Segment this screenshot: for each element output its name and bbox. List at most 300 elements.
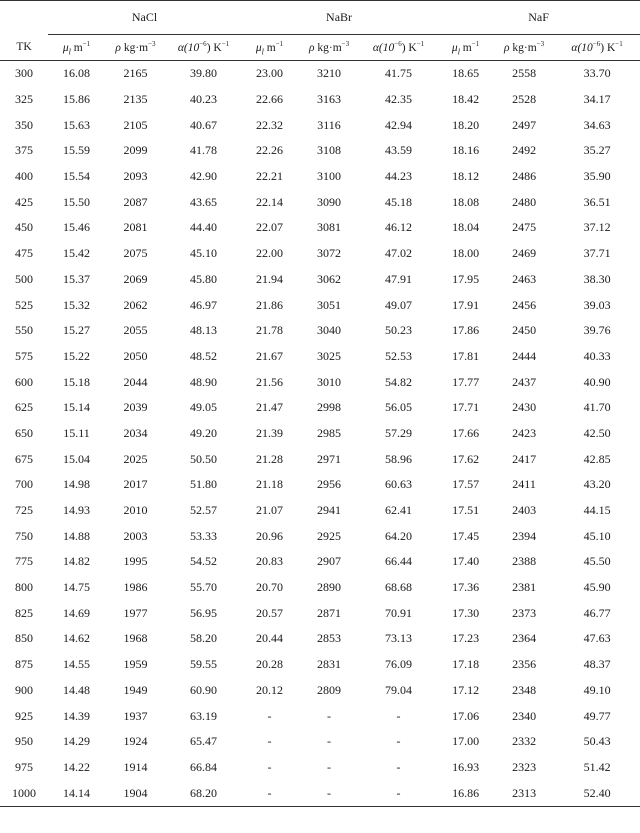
cell-temperature: 925: [15, 708, 33, 723]
cell-nabr-alpha: 50.23: [385, 323, 413, 338]
cell-naf-rho: 2323: [512, 759, 537, 774]
cell-nacl-mu: 15.63: [63, 117, 90, 132]
cell-nacl-alpha: 43.65: [190, 194, 218, 209]
cell-nabr-rho: 3040: [317, 323, 342, 338]
cell-nacl-alpha: 48.52: [190, 348, 218, 363]
cell-naf-mu: 17.36: [452, 580, 480, 595]
cell-naf-alpha: 35.90: [583, 169, 611, 184]
cell-nabr-mu: 20.70: [256, 580, 284, 595]
table-row: [0, 780, 640, 806]
cell-nacl-alpha: 49.05: [190, 400, 218, 415]
cell-nabr-alpha: 70.91: [385, 605, 413, 620]
cell-temperature: 475: [15, 246, 33, 261]
cell-nacl-alpha: 68.20: [166, 780, 241, 806]
cell-nabr-alpha: 76.09: [385, 657, 413, 672]
cell-nabr-mu: 22.32: [256, 117, 284, 132]
cell-nacl-alpha: 59.55: [190, 657, 218, 672]
cell-nacl-alpha: 65.47: [190, 734, 218, 749]
cell-temperature: 950: [15, 734, 33, 749]
cell-nabr-rho: 3116: [317, 117, 341, 132]
mu-subscript: l: [68, 46, 71, 56]
cell-nacl-mu: 14.14: [48, 780, 105, 806]
cell-nacl-alpha: 56.95: [190, 605, 218, 620]
cell-nabr-alpha: 43.59: [385, 143, 413, 158]
cell-nabr-alpha: -: [396, 734, 401, 749]
cell-naf-alpha: 49.77: [583, 708, 611, 723]
cell-nabr-alpha: 49.07: [385, 297, 413, 312]
cell-nacl-rho: 2055: [123, 323, 148, 338]
cell-naf-mu: 18.00: [452, 246, 480, 261]
cell-naf-mu: 18.16: [452, 143, 480, 158]
cell-nabr-alpha: -: [396, 708, 401, 723]
cell-temperature: 775: [15, 554, 33, 569]
cell-naf-mu: 16.86: [437, 780, 494, 806]
cell-nabr-alpha: 58.96: [385, 451, 413, 466]
cell-naf-alpha: 38.30: [583, 271, 611, 286]
alpha-unit: ) K: [206, 41, 222, 54]
cell-naf-rho: 2480: [512, 194, 537, 209]
cell-nabr-mu: 21.18: [256, 477, 284, 492]
cell-nabr-mu: -: [267, 708, 272, 723]
cell-nabr-alpha: 41.75: [385, 66, 413, 81]
alpha-exponent: −6: [394, 39, 402, 48]
cell-nacl-rho: 2034: [123, 425, 148, 440]
cell-naf-mu: 17.12: [452, 682, 480, 697]
column-header-row: [0, 35, 640, 61]
cell-nabr-rho: 3100: [317, 169, 342, 184]
cell-naf-mu: 17.86: [452, 323, 480, 338]
cell-naf-alpha: 41.70: [583, 400, 611, 415]
cell-nabr-mu: 21.78: [256, 323, 284, 338]
cell-temperature: 525: [15, 297, 33, 312]
cell-nabr-alpha: 47.02: [385, 246, 413, 261]
cell-nabr-mu: 21.47: [256, 400, 284, 415]
cell-nabr-mu: -: [267, 734, 272, 749]
alpha-unit: ) K: [600, 41, 616, 54]
cell-nacl-mu: 14.88: [63, 528, 90, 543]
table-body: [0, 61, 640, 807]
cell-nabr-alpha: 60.63: [385, 477, 413, 492]
table-row: [0, 446, 640, 472]
mu-unit: m: [70, 41, 83, 54]
cell-nacl-rho: 2050: [123, 348, 148, 363]
cell-nabr-mu: -: [241, 780, 298, 806]
cell-nacl-alpha: 42.90: [190, 169, 218, 184]
cell-temperature: 600: [15, 374, 33, 389]
cell-nabr-alpha: 46.12: [385, 220, 413, 235]
table-row: [0, 267, 640, 293]
cell-nabr-mu: 21.67: [256, 348, 284, 363]
mu-subscript: l: [261, 46, 264, 56]
cell-nacl-mu: 15.11: [63, 425, 90, 440]
cell-nacl-mu: 14.29: [63, 734, 90, 749]
cell-nabr-alpha: 42.94: [385, 117, 413, 132]
cell-nacl-alpha: 45.80: [190, 271, 218, 286]
cell-naf-alpha: 44.15: [583, 503, 611, 518]
cell-naf-alpha: 40.33: [583, 348, 611, 363]
cell-nacl-rho: 2165: [123, 66, 148, 81]
column-header-mu-nabr: [241, 35, 298, 61]
alpha-unit: ) K: [401, 41, 417, 54]
cell-naf-mu: 18.08: [452, 194, 480, 209]
table-row: [0, 87, 640, 113]
cell-naf-rho: 2444: [512, 348, 537, 363]
cell-temperature: 900: [15, 682, 33, 697]
mu-unit: m: [459, 41, 472, 54]
cell-nabr-alpha: 62.41: [385, 503, 413, 518]
cell-naf-rho: 2348: [512, 682, 537, 697]
cell-nacl-rho: 1986: [123, 580, 148, 595]
cell-nacl-alpha: 44.40: [190, 220, 218, 235]
cell-nabr-mu: 22.21: [256, 169, 284, 184]
column-header-alpha-nacl: [166, 35, 241, 61]
cell-naf-rho: 2356: [512, 657, 537, 672]
cell-naf-alpha: 48.37: [583, 657, 611, 672]
cell-nacl-mu: 14.75: [63, 580, 90, 595]
rho-unit: kg·m: [509, 41, 537, 54]
cell-nabr-rho: 2890: [317, 580, 342, 595]
cell-temperature: 975: [15, 759, 33, 774]
cell-naf-mu: 17.81: [452, 348, 480, 363]
cell-naf-mu: 17.40: [452, 554, 480, 569]
table-row: [0, 498, 640, 524]
alpha-unit-exponent: −1: [416, 39, 425, 48]
cell-naf-rho: 2430: [512, 400, 537, 415]
cell-nacl-alpha: 53.33: [190, 528, 218, 543]
cell-nacl-rho: 1977: [123, 605, 148, 620]
cell-temperature: 825: [15, 605, 33, 620]
cell-nacl-mu: 15.22: [63, 348, 90, 363]
cell-nacl-mu: 14.62: [63, 631, 90, 646]
cell-nacl-rho: 2044: [123, 374, 148, 389]
table-row: [0, 729, 640, 755]
cell-naf-mu: 17.18: [452, 657, 480, 672]
cell-nabr-mu: 22.07: [256, 220, 284, 235]
cell-temperature: 300: [15, 66, 33, 81]
cell-naf-rho: 2403: [512, 503, 537, 518]
cell-naf-mu: 16.93: [452, 759, 480, 774]
cell-nacl-mu: 15.27: [63, 323, 90, 338]
column-header-rho-naf: [494, 35, 554, 61]
cell-nacl-alpha: 52.57: [190, 503, 218, 518]
cell-naf-rho: 2340: [512, 708, 537, 723]
table-row: [0, 292, 640, 318]
cell-nabr-mu: 22.00: [256, 246, 284, 261]
rho-exponent: −3: [341, 39, 350, 48]
cell-nacl-alpha: 58.20: [190, 631, 218, 646]
cell-temperature: 450: [15, 220, 33, 235]
cell-nacl-mu: 14.93: [63, 503, 90, 518]
cell-nacl-alpha: 54.52: [190, 554, 218, 569]
cell-nabr-alpha: 79.04: [385, 682, 413, 697]
cell-nabr-mu: 21.86: [256, 297, 284, 312]
mu-unit: m: [263, 41, 276, 54]
cell-nacl-rho: 2010: [123, 503, 148, 518]
cell-naf-alpha: 42.50: [583, 425, 611, 440]
cell-naf-alpha: 45.90: [583, 580, 611, 595]
cell-nacl-rho: 2069: [123, 271, 148, 286]
rho-exponent: −3: [536, 39, 545, 48]
cell-temperature: 400: [15, 169, 33, 184]
cell-nacl-rho: 2081: [123, 220, 148, 235]
cell-naf-mu: 17.23: [452, 631, 480, 646]
cell-naf-rho: 2364: [512, 631, 537, 646]
cell-temperature: 675: [15, 451, 33, 466]
mu-symbol: μ: [62, 41, 69, 54]
cell-nabr-rho: 3163: [317, 92, 342, 107]
cell-naf-rho: 2450: [512, 323, 537, 338]
cell-temperature: 875: [15, 657, 33, 672]
cell-naf-rho: 2492: [512, 143, 537, 158]
cell-nacl-rho: 1968: [123, 631, 148, 646]
cell-naf-mu: 17.62: [452, 451, 480, 466]
cell-nabr-rho: 2985: [317, 425, 342, 440]
cell-nabr-rho: 2853: [317, 631, 342, 646]
cell-nacl-alpha: 40.23: [190, 92, 218, 107]
cell-nabr-rho: 3062: [317, 271, 342, 286]
cell-nacl-mu: 15.46: [63, 220, 90, 235]
cell-naf-alpha: 45.50: [583, 554, 611, 569]
cell-nabr-mu: -: [267, 759, 272, 774]
cell-nabr-rho: 2971: [317, 451, 342, 466]
cell-nabr-rho: -: [298, 780, 360, 806]
cell-naf-alpha: 33.70: [583, 66, 611, 81]
cell-nacl-mu: 16.08: [63, 66, 90, 81]
cell-nabr-alpha: 56.05: [385, 400, 413, 415]
cell-naf-rho: 2437: [512, 374, 537, 389]
cell-nacl-rho: 2093: [123, 169, 148, 184]
cell-nacl-alpha: 48.90: [190, 374, 218, 389]
cell-nabr-mu: 20.96: [256, 528, 284, 543]
cell-naf-mu: 18.20: [452, 117, 480, 132]
cell-naf-mu: 18.12: [452, 169, 480, 184]
cell-naf-alpha: 43.20: [583, 477, 611, 492]
cell-naf-alpha: 50.43: [583, 734, 611, 749]
cell-nacl-alpha: 41.78: [190, 143, 218, 158]
rho-unit: kg·m: [120, 41, 149, 54]
group-header-naf: NaF: [437, 1, 640, 35]
cell-nabr-rho: 3051: [317, 297, 342, 312]
cell-nacl-mu: 15.42: [63, 246, 90, 261]
cell-nabr-alpha: 68.68: [385, 580, 413, 595]
cell-naf-alpha: 46.77: [583, 605, 611, 620]
cell-nabr-mu: 21.07: [256, 503, 284, 518]
table-row: [0, 472, 640, 498]
column-header-alpha-nabr: [360, 35, 437, 61]
cell-nabr-mu: 22.14: [256, 194, 284, 209]
column-header-mu-naf: [437, 35, 494, 61]
rho-symbol: ρ: [115, 41, 121, 54]
table-row: [0, 215, 640, 241]
cell-naf-rho: 2475: [512, 220, 537, 235]
cell-nacl-rho: 1937: [123, 708, 148, 723]
cell-naf-alpha: 35.27: [583, 143, 611, 158]
column-header-rho-nabr: [298, 35, 360, 61]
mu-exponent: −1: [471, 39, 480, 48]
table-row: [0, 138, 640, 164]
cell-nacl-rho: 2039: [123, 400, 148, 415]
cell-nabr-mu: 20.12: [256, 682, 284, 697]
cell-nacl-alpha: 63.19: [190, 708, 218, 723]
cell-naf-alpha: 45.10: [583, 528, 611, 543]
cell-naf-rho: 2463: [512, 271, 537, 286]
cell-nacl-mu: 15.54: [63, 169, 90, 184]
cell-nabr-rho: 3025: [317, 348, 342, 363]
cell-nabr-rho: -: [327, 708, 332, 723]
cell-nacl-rho: 2017: [123, 477, 148, 492]
cell-naf-mu: 18.42: [452, 92, 480, 107]
cell-nacl-mu: 15.18: [63, 374, 90, 389]
cell-naf-mu: 17.95: [452, 271, 480, 286]
cell-nacl-rho: 1924: [123, 734, 148, 749]
cell-nabr-alpha: 45.18: [385, 194, 413, 209]
cell-naf-alpha: 34.17: [583, 92, 611, 107]
cell-naf-alpha: 37.12: [583, 220, 611, 235]
cell-naf-alpha: 42.85: [583, 451, 611, 466]
cell-nabr-mu: 21.56: [256, 374, 284, 389]
cell-nabr-mu: 22.66: [256, 92, 284, 107]
cell-nabr-alpha: -: [360, 780, 437, 806]
alpha-unit-exponent: −1: [615, 39, 623, 48]
rho-unit: kg·m: [314, 41, 342, 54]
rho-symbol: ρ: [503, 41, 510, 54]
cell-naf-rho: 2497: [512, 117, 537, 132]
cell-nacl-alpha: 40.67: [190, 117, 218, 132]
table-row: [0, 755, 640, 781]
cell-temperature: 325: [15, 92, 33, 107]
column-header-alpha-naf: [554, 35, 640, 61]
mu-symbol: μ: [451, 41, 458, 54]
cell-temperature: 750: [15, 528, 33, 543]
cell-naf-mu: 17.06: [452, 708, 480, 723]
cell-nabr-rho: 2907: [317, 554, 342, 569]
cell-naf-rho: 2486: [512, 169, 537, 184]
cell-nacl-mu: 15.59: [63, 143, 90, 158]
mu-symbol: μ: [255, 41, 262, 54]
cell-nabr-rho: 3010: [317, 374, 342, 389]
cell-temperature: 850: [15, 631, 33, 646]
cell-temperature: 625: [15, 400, 33, 415]
cell-temperature: 800: [15, 580, 33, 595]
cell-nacl-mu: 14.55: [63, 657, 90, 672]
cell-nacl-mu: 15.14: [63, 400, 90, 415]
cell-temperature: 575: [15, 348, 33, 363]
table-row: [0, 652, 640, 678]
cell-naf-mu: 17.77: [452, 374, 480, 389]
cell-nacl-mu: 14.22: [63, 759, 90, 774]
cell-nabr-alpha: 73.13: [385, 631, 413, 646]
cell-nabr-mu: 23.00: [256, 66, 284, 81]
cell-temperature: 725: [15, 503, 33, 518]
cell-nabr-rho: 2831: [317, 657, 342, 672]
cell-temperature: 700: [15, 477, 33, 492]
cell-nacl-rho: 1904: [105, 780, 166, 806]
cell-nacl-rho: 2099: [123, 143, 148, 158]
alpha-prefix: α(10: [372, 41, 395, 54]
cell-temperature: 650: [15, 425, 33, 440]
cell-naf-rho: 2332: [512, 734, 537, 749]
cell-nabr-rho: 3090: [317, 194, 342, 209]
cell-nacl-rho: 1914: [123, 759, 148, 774]
column-header-rho-nacl: [105, 35, 166, 61]
table-row: [0, 703, 640, 729]
cell-naf-mu: 18.65: [452, 66, 480, 81]
cell-nabr-mu: 20.83: [256, 554, 284, 569]
cell-naf-alpha: 51.42: [583, 759, 611, 774]
table-row: [0, 189, 640, 215]
cell-naf-mu: 17.00: [452, 734, 480, 749]
cell-naf-rho: 2558: [512, 66, 537, 81]
cell-naf-mu: 17.30: [452, 605, 480, 620]
cell-nabr-alpha: 42.35: [385, 92, 413, 107]
cell-naf-alpha: 40.90: [583, 374, 611, 389]
cell-naf-rho: 2417: [512, 451, 537, 466]
cell-nacl-rho: 2075: [123, 246, 148, 261]
table-row: [0, 164, 640, 190]
cell-nabr-rho: 2956: [317, 477, 342, 492]
cell-nacl-alpha: 49.20: [190, 425, 218, 440]
cell-naf-mu: 17.51: [452, 503, 480, 518]
cell-nacl-mu: 15.50: [63, 194, 90, 209]
cell-naf-rho: 2528: [512, 92, 537, 107]
table-row: [0, 523, 640, 549]
cell-naf-alpha: 36.51: [583, 194, 611, 209]
cell-naf-rho: 2469: [512, 246, 537, 261]
cell-temperature: 375: [15, 143, 33, 158]
table-row: [0, 112, 640, 138]
group-header-blank: [0, 1, 48, 35]
cell-nabr-rho: 3108: [317, 143, 342, 158]
cell-nabr-alpha: 44.23: [385, 169, 413, 184]
alpha-prefix: α(10: [571, 41, 593, 54]
group-header-nacl: NaCl: [48, 1, 241, 35]
cell-nabr-rho: -: [327, 734, 332, 749]
cell-nabr-mu: 20.57: [256, 605, 284, 620]
alpha-prefix: α(10: [177, 41, 200, 54]
cell-nacl-alpha: 51.80: [190, 477, 218, 492]
cell-temperature: 1000: [0, 780, 48, 806]
column-header-mu-nacl: [48, 35, 105, 61]
group-header-nabr: NaBr: [241, 1, 437, 35]
group-header-row: [0, 1, 640, 35]
cell-temperature: 350: [15, 117, 33, 132]
column-header-temperature: TK: [0, 35, 48, 61]
table-row: [0, 626, 640, 652]
cell-nabr-alpha: 47.91: [385, 271, 413, 286]
cell-nabr-mu: 21.28: [256, 451, 284, 466]
mu-subscript: l: [457, 46, 460, 56]
cell-nacl-rho: 2105: [123, 117, 148, 132]
cell-nabr-alpha: 57.29: [385, 425, 413, 440]
table-row: [0, 575, 640, 601]
cell-nacl-alpha: 66.84: [190, 759, 218, 774]
cell-nabr-rho: 2809: [317, 682, 342, 697]
cell-naf-mu: 17.71: [452, 400, 480, 415]
cell-nabr-rho: 3072: [317, 246, 342, 261]
table-row: [0, 241, 640, 267]
table-row: [0, 600, 640, 626]
cell-nabr-rho: 3210: [317, 66, 342, 81]
table-row: [0, 318, 640, 344]
cell-temperature: 500: [15, 271, 33, 286]
cell-nacl-alpha: 55.70: [190, 580, 218, 595]
cell-nacl-rho: 2025: [123, 451, 148, 466]
table-row: [0, 395, 640, 421]
cell-naf-rho: 2423: [512, 425, 537, 440]
cell-nacl-rho: 1949: [123, 682, 148, 697]
cell-naf-rho: 2411: [512, 477, 536, 492]
cell-nacl-alpha: 39.80: [190, 66, 218, 81]
